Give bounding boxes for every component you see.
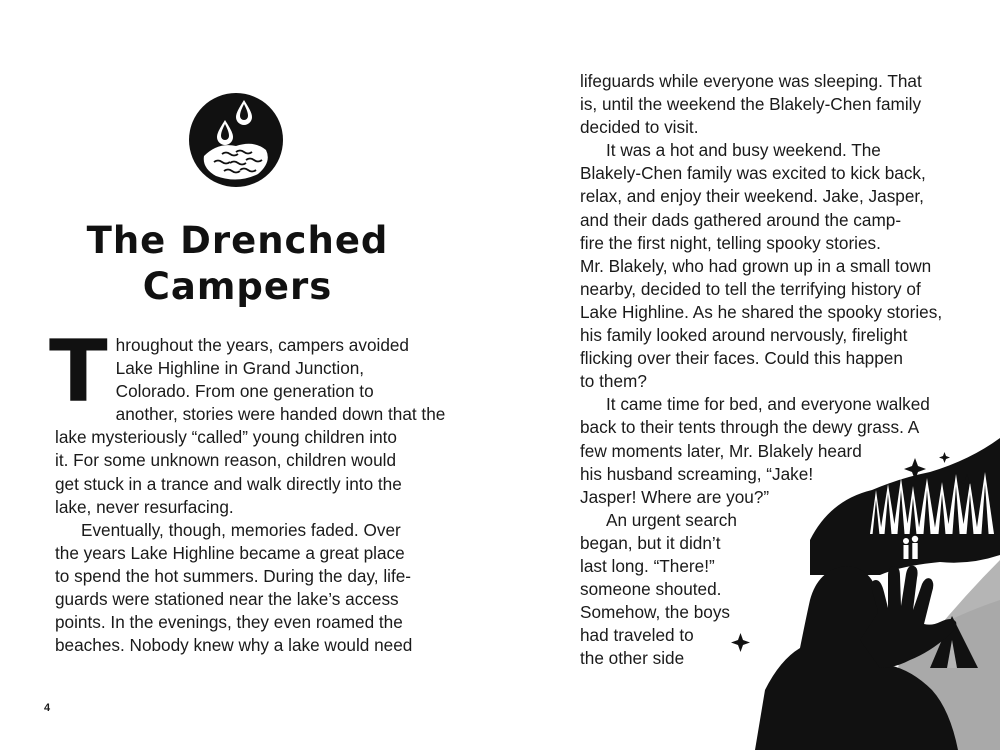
text-line: Mr. Blakely, who had grown up in a small town — [580, 255, 932, 276]
title-line-2: Campers — [142, 265, 333, 308]
text-line: points. In the evenings, they even roamed the — [55, 612, 403, 633]
text-line: few moments later, Mr. Blakely heard — [580, 440, 862, 461]
text-line: lifeguards while everyone was sleeping. That — [580, 71, 922, 91]
text-line: Colorado. From one generation to — [115, 381, 374, 402]
text-line: last long. “There!” — [580, 555, 715, 576]
text-line: to them? — [580, 371, 647, 392]
water-drops-waves-icon — [188, 92, 284, 188]
drop-cap: T — [49, 322, 108, 422]
text-line: another, stories were handed down that the — [115, 404, 446, 425]
story-title — [60, 218, 415, 310]
left-body-text — [49, 322, 446, 657]
text-line: Eventually, though, memories faded. Over — [81, 519, 401, 540]
text-line: the other side — [580, 648, 685, 669]
text-line: decided to visit. — [580, 117, 699, 138]
text-line: guards were stationed near the lake’s access — [55, 589, 399, 610]
text-line: beaches. Nobody knew why a lake would need — [55, 635, 413, 656]
text-line: to spend the hot summers. During the day, life- — [55, 565, 412, 586]
text-line: lake mysteriously “called” young children into — [55, 427, 397, 448]
text-line: It was a hot and busy weekend. The — [606, 140, 881, 161]
text-line: nearby, decided to tell the terrifying history of — [580, 278, 921, 299]
text-line: is, until the weekend the Blakely-Chen family — [580, 94, 922, 115]
text-line: hroughout the years, campers avoided — [115, 335, 409, 355]
text-line: began, but it didn’t — [580, 532, 721, 553]
text-line: Somehow, the boys — [580, 602, 731, 623]
right-body-text — [580, 70, 960, 670]
text-line: Jasper! Where are you?” — [580, 486, 770, 507]
text-line: his husband screaming, “Jake! — [580, 463, 814, 484]
text-line: Blakely-Chen family was excited to kick back, — [580, 163, 926, 184]
text-line: his family looked around nervously, firelight — [580, 325, 908, 346]
text-line: Lake Highline. As he shared the spooky stories, — [580, 301, 943, 322]
text-line: flicking over their faces. Could this happen — [580, 348, 903, 369]
text-line: Lake Highline in Grand Junction, — [115, 358, 365, 379]
text-line: someone shouted. — [580, 579, 722, 600]
text-line: It came time for bed, and everyone walked — [606, 394, 930, 415]
text-line: had traveled to — [580, 625, 694, 646]
text-line: the years Lake Highline became a great place — [55, 542, 405, 563]
text-line: relax, and enjoy their weekend. Jake, Jasper, — [580, 186, 924, 207]
right-page — [500, 0, 1000, 750]
text-line: back to their tents through the dewy grass. A — [580, 417, 920, 438]
text-line: it. For some unknown reason, children would — [55, 450, 397, 471]
text-line: fire the first night, telling spooky stories. — [580, 232, 881, 253]
page-number: 4 — [44, 702, 51, 714]
text-line: lake, never resurfacing. — [55, 496, 234, 517]
text-line: and their dads gathered around the camp- — [580, 209, 902, 230]
title-line-1: The Drenched — [86, 219, 389, 262]
text-line: An urgent search — [606, 509, 737, 530]
text-line: get stuck in a trance and walk directly into the — [55, 473, 402, 494]
